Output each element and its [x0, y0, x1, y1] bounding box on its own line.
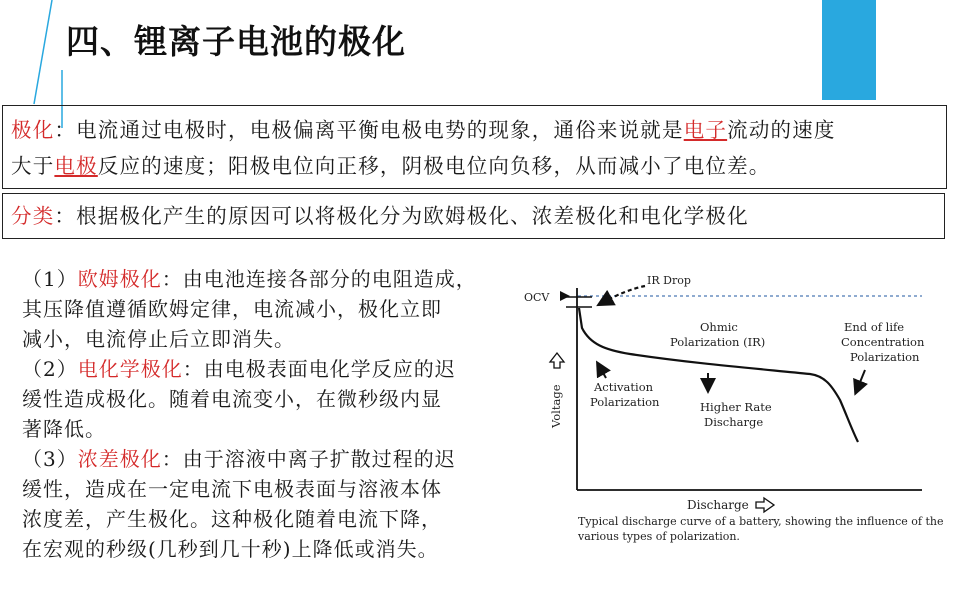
ir-drop-arrow	[600, 286, 645, 304]
type-3-prefix: （3）	[22, 447, 78, 471]
activation-label-1: Activation	[594, 380, 654, 394]
polarization-types-list	[22, 264, 542, 564]
definition-text-1b: 流动的速度	[727, 118, 836, 142]
caption-line-1: Typical discharge curve of a battery, showing the influence of the	[578, 515, 944, 528]
ir-drop-label: IR Drop	[647, 274, 691, 287]
type-2-line-2: 缓性造成极化。随着电流变小，在微秒级内显	[22, 387, 442, 411]
x-axis-hollow-arrow-icon	[756, 498, 774, 512]
type-3-line-4: 在宏观的秒级(几秒到几十秒)上降低或消失。	[22, 537, 439, 561]
type-3-line-1	[22, 444, 542, 474]
type-1-prefix: （1）	[22, 267, 78, 291]
activation-label-2: Polarization	[590, 395, 660, 409]
ohmic-label-1: Ohmic	[700, 320, 738, 334]
y-axis-label: Voltage	[549, 384, 563, 428]
type-3-line-3: 浓度差，产生极化。这种极化随着电流下降，	[22, 507, 442, 531]
definition-term: 极化	[11, 118, 55, 142]
classification-box	[2, 193, 945, 239]
ohmic-label-2: Polarization (IR)	[670, 335, 766, 349]
definition-text-2a: 大于	[11, 154, 55, 178]
type-2-text-1: ：由电极表面电化学反应的迟	[182, 357, 456, 381]
diagram-caption	[578, 514, 944, 544]
definition-text-2b: 反应的速度；阳极电位向正移，阴极电位向负移，从而减小了电位差。	[97, 154, 771, 178]
accent-bar	[822, 0, 876, 100]
end-of-life-arrow	[856, 370, 865, 392]
higher-rate-label-1: Higher Rate	[700, 400, 772, 414]
type-3-text-1: ：由于溶液中离子扩散过程的迟	[161, 447, 456, 471]
y-axis-hollow-arrow-icon	[550, 353, 564, 368]
higher-rate-label-2: Discharge	[704, 415, 764, 429]
definition-line-1	[11, 112, 946, 148]
definition-text-1a: ：电流通过电极时，电极偏离平衡电极电势的现象，通俗来说就是	[54, 118, 684, 142]
type-3-name: 浓差极化	[77, 447, 162, 471]
classification-text: ：根据极化产生的原因可以将极化分为欧姆极化、浓差极化和电化学极化	[54, 204, 749, 228]
type-1-text-1: ：由电池连接各部分的电阻造成，	[161, 267, 477, 291]
type-2-line-1	[22, 354, 542, 384]
definition-box	[2, 105, 947, 189]
classification-term: 分类	[11, 204, 55, 228]
end-of-life-label-3: Polarization	[850, 350, 920, 364]
x-axis-label: Discharge	[687, 498, 749, 512]
type-1-name: 欧姆极化	[77, 267, 162, 291]
caption-line-2: various types of polarization.	[578, 530, 740, 543]
ocv-marker-icon	[560, 291, 570, 301]
type-2-line-3: 著降低。	[22, 417, 106, 441]
page-title: 四、锂离子电池的极化	[66, 22, 406, 61]
discharge-curve-diagram	[520, 268, 944, 548]
ocv-label: OCV	[524, 291, 550, 304]
type-2-name: 电化学极化	[77, 357, 183, 381]
type-1-line-2: 其压降值遵循欧姆定律，电流减小，极化立即	[22, 297, 442, 321]
definition-term-electron: 电子	[683, 118, 728, 142]
definition-line-2	[11, 148, 946, 184]
type-1-line-3: 减小，电流停止后立即消失。	[22, 327, 295, 351]
type-1-line-1	[22, 264, 542, 294]
activation-arrow	[598, 364, 606, 378]
type-3-line-2: 缓性，造成在一定电流下电极表面与溶液本体	[22, 477, 442, 501]
definition-term-electrode: 电极	[54, 154, 98, 178]
end-of-life-label-2: Concentration	[841, 335, 925, 349]
type-2-prefix: （2）	[22, 357, 78, 381]
end-of-life-label-1: End of life	[844, 320, 905, 334]
